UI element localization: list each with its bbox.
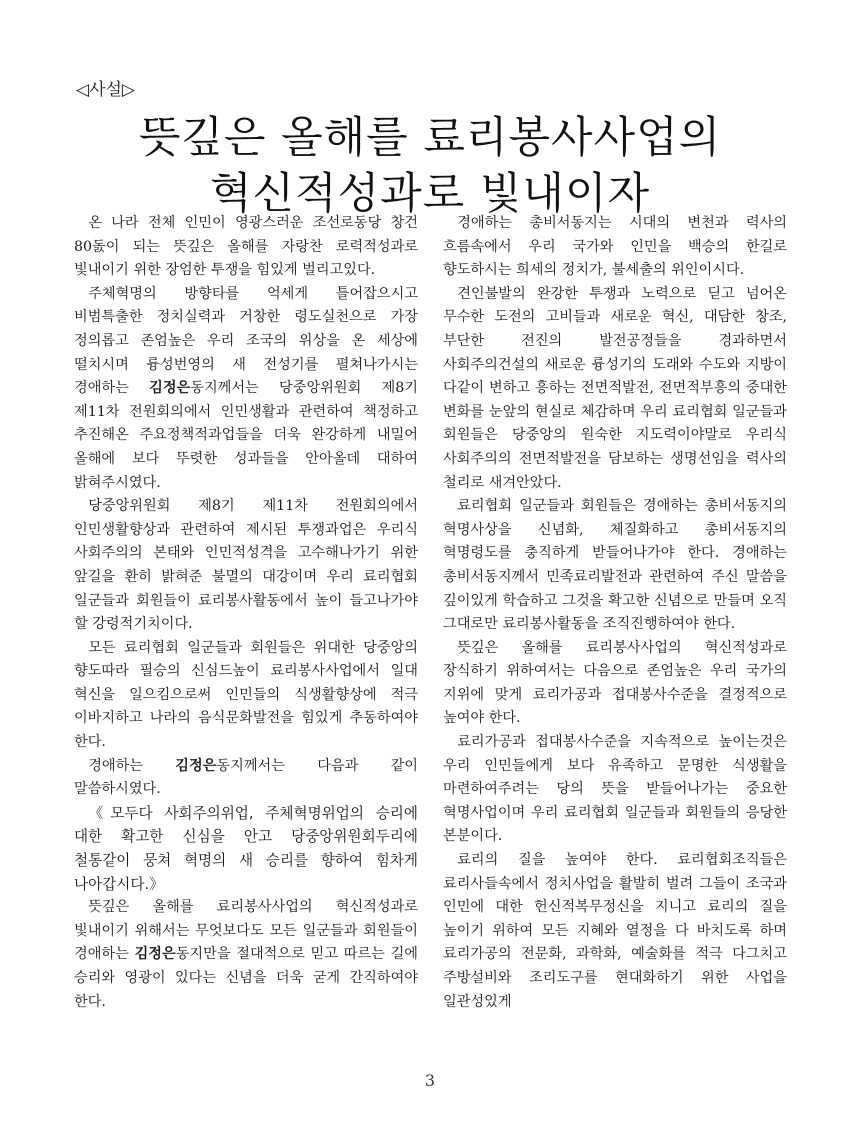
left-paragraph-6-text-a: 뜻깊은 올해를 료리봉사사업의 혁신적성과로 빛내이기 위해서는 무엇보다도 모든 일군들과 회원들이 경애하는 <box>74 899 418 963</box>
leader-name: 김정은 <box>149 380 191 397</box>
title-line-1: 뜻깊은 올해를 료리봉사사업의 <box>138 113 722 163</box>
leader-name: 김정은 <box>175 757 217 774</box>
right-paragraph-3: 료리협회 일군들과 회원들은 경애하는 총비서동지의 혁명사상을 신념화, 체질화하고 총비서동지의 혁명령도를 충직하게 받들어나가야 한다. 경애하는 총비서동지께서 민족료리발전과 관련하여 주신 말씀을 깊이있게 학습하고 그것을 확고한 신념으로 만들며 오직 그대로만 료리봉사활동을 조직진행하여야 한다. <box>443 498 787 633</box>
leader-name: 김정은 <box>134 946 176 963</box>
left-paragraph-6 <box>74 896 418 1014</box>
page-number: 3 <box>424 1071 436 1090</box>
right-paragraph-2: 견인불발의 완강한 투쟁과 노력으로 딛고 넘어온 무수한 도전의 고비들과 새로운 혁신, 대담한 창조, 부단한 전진의 발전공정들을 경과하면서 사회주의건설의 새로운 륭성기의 도래와 수도와 지방이 다같이 변하고 흥하는 전면적발전, 전면적부흥의 중대한 변화를 눈앞의 현실로 체감하며 우리 료리협회 일군들과 회원들은 당중앙의 원숙한 지도력이야말로 우리식 사회주의의 전면적발전을 담보하는 생명선임을 력사의 철리로 새겨안았다. <box>443 285 787 491</box>
left-paragraph-5 <box>74 755 418 802</box>
title-line-2: 혁신적성과로 빛내이자 <box>209 169 651 219</box>
left-paragraph-3: 당중앙위원회 제8기 제11차 전원회의에서 인민생활향상과 관련하여 제시된 투쟁과업은 우리식 사회주의의 본태와 인민적성격을 고수해나가기 위한 앞길을 환히 밝혀준 불멸의 대강이며 우리 료리협회 일군들과 회원들이 료리봉사활동에서 높이 들고나가야 할 강령적기치이다. <box>74 498 418 633</box>
left-paragraph-2-text-b: 동지께서는 당중앙위원회 제8기 제11차 전원회의에서 인민생활과 관련하여 책정하고 추진해온 주요정책적과업들을 더욱 완강하게 내밀어 올해에 보다 뚜렷한 성과들을 안아올데 대하여 밝혀주시였다. <box>74 380 418 491</box>
left-paragraph-2-text-a: 주체혁명의 방향타를 억세게 틀어잡으시고 비범특출한 정치실력과 거창한 령도실천으로 가장 정의롭고 존엄높은 우리 조국의 위상을 온 세상에 떨치시며 륭성번영의 새 전성기를 펼쳐나가시는 경애하는 <box>74 285 418 397</box>
left-paragraph-6-text-b: 동지만을 절대적으로 믿고 따르는 길에 승리와 영광이 있다는 신념을 더욱 굳게 간직하여야 한다. <box>74 946 418 1010</box>
left-paragraph-4: 모든 료리협회 일군들과 회원들은 위대한 당중앙의 향도따라 필승의 신심드높이 료리봉사사업에서 일대 혁신을 일으킴으로써 인민들의 식생활향상에 적극 이바지하고 나라의 음식문화발전을 힘있게 추동하여야 한다. <box>74 639 418 751</box>
left-paragraph-5-text-a: 경애하는 <box>88 757 176 774</box>
editorial-tag: ◁사설▷ <box>76 80 135 100</box>
left-paragraph-1: 온 나라 전체 인민이 영광스러운 조선로동당 창건 80돐이 되는 뜻깊은 올해를 자랑찬 로력적성과로 빛내이기 위한 장엄한 투쟁을 힘있게 벌리고있다. <box>74 215 418 279</box>
left-paragraph-5-text-b: 동지께서는 다음과 같이 말씀하시였다. <box>74 757 418 798</box>
left-paragraph-2 <box>74 283 418 495</box>
left-column <box>74 212 418 1014</box>
right-paragraph-4: 뜻깊은 올해를 료리봉사사업의 혁신적성과로 장식하기 위하여서는 다음으로 존엄높은 우리 국가의 지위에 맞게 료리가공과 접대봉사수준을 결정적으로 높여야 한다. <box>443 639 787 727</box>
quotation: 《모두다 사회주의위업, 주체혁명위업의 승리에 대한 확고한 신심을 안고 당중앙위원회두리에 철통같이 뭉쳐 혁명의 새 승리를 향하여 힘차게 나아갑시다.》 <box>74 804 418 893</box>
right-paragraph-1: 경애하는 총비서동지는 시대의 변천과 력사의 흐름속에서 우리 국가와 인민을 백승의 한길로 향도하시는 희세의 정치가, 불세출의 위인이시다. <box>443 215 787 279</box>
right-column <box>443 212 787 1014</box>
right-paragraph-6: 료리의 질을 높여야 한다. 료리협회조직들은 료리사들속에서 정치사업을 활발히 벌려 그들이 조국과 인민에 대한 헌신적복무정신을 지니고 료리의 질을 높이기 위하여 모든 지혜와 열정을 다 바치도록 하며 료리가공의 전문화, 과학화, 예술화를 적극 다그치고 주방설비와 조리도구를 현대화하기 위한 사업을 일관성있게 <box>443 852 787 1010</box>
right-paragraph-5: 료리가공과 접대봉사수준을 지속적으로 높이는것은 우리 인민들에게 보다 유족하고 문명한 식생활을 마련하여주려는 당의 뜻을 받들어나가는 중요한 혁명사업이며 우리 료리협회 일군들과 회원들의 응당한 본분이다. <box>443 734 787 845</box>
